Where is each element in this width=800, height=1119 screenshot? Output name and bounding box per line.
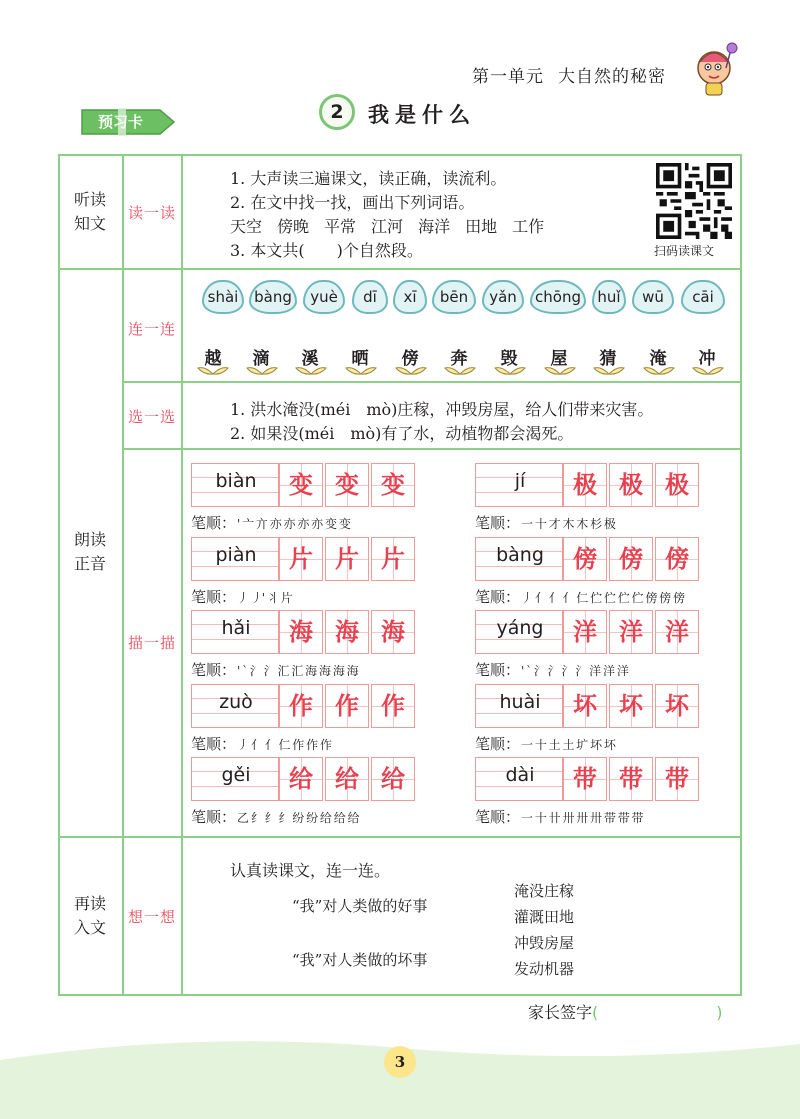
pinyin-text: biàn: [215, 470, 257, 492]
column-divider: [181, 154, 183, 996]
section-label-line: 听读: [73, 190, 106, 209]
trace-char: 海: [335, 617, 359, 646]
think-right-item[interactable]: 发动机器: [514, 960, 575, 978]
connect-char[interactable]: 屋: [550, 349, 568, 369]
word-list: [230, 214, 544, 237]
read-instruction-2: 2. 在文中找一找，画出下列词语。: [230, 193, 475, 212]
char-cell[interactable]: [609, 463, 653, 507]
parent-signature[interactable]: [528, 1000, 723, 1023]
stroke-order-label: 笔顺：: [191, 514, 237, 532]
trace-char: 片: [335, 544, 359, 573]
trace-char: 给: [381, 764, 405, 793]
stroke-order-label: 笔顺：: [191, 808, 237, 826]
connect-char[interactable]: 傍: [401, 349, 419, 369]
pinyin-box: [475, 757, 563, 801]
pinyin-box: [191, 463, 279, 507]
pinyin-text: jí: [514, 470, 526, 492]
pinyin-text: yáng: [496, 617, 544, 639]
leaf-icon: [344, 364, 378, 376]
trace-char: 给: [335, 764, 359, 793]
pinyin-box: [475, 684, 563, 728]
pinyin-text: bàng: [496, 544, 544, 566]
trace-char: 带: [665, 764, 689, 793]
trace-char: 海: [289, 617, 313, 646]
unit-heading: [472, 62, 680, 87]
trace-char: 坏: [665, 691, 689, 720]
activity-connect: 连一连: [127, 320, 176, 338]
char-cell[interactable]: [609, 610, 653, 654]
word: 天空: [230, 217, 263, 236]
trace-char: 作: [289, 691, 313, 720]
stroke-order-label: 笔顺：: [475, 735, 521, 753]
leaf-icon: [443, 364, 477, 376]
trace-char: 带: [619, 764, 643, 793]
stroke-order: ' ` 氵 氵 汇 汇 海 海 海 海: [237, 664, 358, 678]
pinyin-box: [191, 684, 279, 728]
char-cell[interactable]: [609, 537, 653, 581]
stroke-order-label: 笔顺：: [475, 588, 521, 606]
pinyin-box: [191, 537, 279, 581]
section-label-line: 再读: [73, 894, 106, 913]
choose-sentence-1[interactable]: 1. 洪水淹没(méi mò)庄稼，冲毁房屋，给人们带来灾害。: [230, 400, 654, 419]
char-cell[interactable]: [371, 537, 415, 581]
char-cell[interactable]: [563, 463, 607, 507]
section-label-line: 入文: [73, 918, 106, 937]
pinyin-drop[interactable]: yǎn: [482, 280, 524, 314]
pinyin-drop[interactable]: bēn: [432, 280, 476, 314]
leaf-icon: [543, 364, 577, 376]
unit-title: 大自然的秘密: [558, 67, 666, 87]
stroke-order-label: 笔顺：: [191, 588, 237, 606]
char-cell[interactable]: [325, 757, 369, 801]
trace-char: 变: [381, 470, 405, 499]
stroke-order: 一 十 才 木 木 杉 极: [521, 517, 615, 531]
char-cell[interactable]: [279, 537, 323, 581]
stroke-order: 丿 亻 亻 仁 作 作 作: [237, 738, 331, 752]
connect-char[interactable]: 滴: [252, 349, 270, 369]
char-cell[interactable]: [563, 757, 607, 801]
mascot-icon: [690, 40, 738, 102]
char-cell[interactable]: [279, 610, 323, 654]
stroke-order-label: 笔顺：: [475, 514, 521, 532]
trace-char: 带: [573, 764, 597, 793]
trace-char: 变: [335, 470, 359, 499]
char-cell[interactable]: [655, 757, 699, 801]
leaf-icon: [196, 364, 230, 376]
pinyin-drop[interactable]: xī: [393, 280, 427, 314]
stroke-order: 一 十 土 土 圹 坏 坏: [521, 738, 615, 752]
char-cell[interactable]: [279, 757, 323, 801]
section-label-read-aloud: [58, 528, 122, 576]
trace-char: 海: [381, 617, 405, 646]
section-label-line: 朗读: [73, 530, 106, 549]
lesson-number: 2: [330, 101, 344, 123]
leaf-icon: [245, 364, 279, 376]
section-label-listen: [58, 188, 122, 236]
signature-open-paren: (: [592, 1003, 599, 1022]
char-cell[interactable]: [371, 684, 415, 728]
stroke-order: ' ` 氵 氵 氵 氵 洋 洋 洋: [521, 664, 628, 678]
pinyin-drop[interactable]: wū: [632, 280, 674, 314]
trace-char: 作: [335, 691, 359, 720]
trace-char: 洋: [573, 617, 597, 646]
char-cell[interactable]: [325, 463, 369, 507]
think-right-item[interactable]: 淹没庄稼: [514, 882, 575, 900]
char-cell[interactable]: [655, 610, 699, 654]
stroke-order: 丿 丿' 丬 片: [237, 591, 292, 605]
pinyin-box: [475, 463, 563, 507]
activity-choose: 选一选: [127, 408, 176, 426]
stroke-order: 丿 亻 亻 亻 仁 伫 伫 伫 伫 傍 傍 傍: [521, 591, 684, 605]
leaf-icon: [592, 364, 626, 376]
think-instruction: 认真读课文，连一连。: [230, 861, 391, 880]
think-left-item[interactable]: “我”对人类做的坏事: [292, 951, 428, 969]
word: 江河: [371, 217, 404, 236]
activity-trace: 描一描: [127, 634, 176, 652]
trace-char: 极: [665, 470, 689, 499]
pinyin-text: hǎi: [221, 617, 251, 639]
trace-char: 傍: [573, 544, 597, 573]
column-divider: [122, 154, 124, 996]
pinyin-text: zuò: [219, 691, 253, 713]
read-instruction-1: 1. 大声读三遍课文，读正确，读流利。: [230, 169, 507, 188]
stroke-order-label: 笔顺：: [191, 735, 237, 753]
signature-label: 家长签字: [528, 1003, 593, 1022]
trace-char: 片: [381, 544, 405, 573]
leaf-icon: [493, 364, 527, 376]
char-cell[interactable]: [655, 684, 699, 728]
think-left-item[interactable]: “我”对人类做的好事: [292, 897, 428, 915]
section-label-reread: [58, 892, 122, 940]
leaf-icon: [294, 364, 328, 376]
row-divider: [122, 381, 742, 383]
pinyin-drop[interactable]: shài: [202, 280, 244, 314]
choose-sentence-2[interactable]: 2. 如果没(méi mò)有了水，动植物都会渴死。: [230, 424, 574, 443]
trace-char: 作: [381, 691, 405, 720]
stroke-order-label: 笔顺：: [475, 661, 521, 679]
row-divider: [58, 836, 742, 838]
char-cell[interactable]: [563, 537, 607, 581]
connect-char[interactable]: 淹: [649, 349, 667, 369]
pinyin-drop[interactable]: chōng: [530, 280, 586, 314]
pinyin-box: [475, 610, 563, 654]
pinyin-text: piàn: [215, 544, 257, 566]
pinyin-text: gěi: [221, 764, 251, 786]
char-cell[interactable]: [325, 610, 369, 654]
stroke-order: 一 十 卄 卅 卅 卅 带 带 带: [521, 811, 643, 825]
connect-char[interactable]: 冲: [698, 349, 716, 369]
think-right-item[interactable]: 灌溉田地: [514, 908, 575, 926]
row-divider: [122, 448, 742, 450]
char-cell[interactable]: [371, 610, 415, 654]
section-label-line: 正音: [73, 554, 106, 573]
pinyin-drop[interactable]: bàng: [249, 280, 297, 314]
activity-think: 想一想: [127, 908, 176, 926]
char-cell[interactable]: [563, 684, 607, 728]
char-cell[interactable]: [325, 537, 369, 581]
qr-code-icon[interactable]: [656, 163, 732, 239]
char-cell[interactable]: [279, 684, 323, 728]
word: 田地: [465, 217, 498, 236]
pinyin-drop[interactable]: cāi: [681, 280, 725, 314]
preview-card-tag: 预习卡: [98, 113, 144, 131]
connect-char[interactable]: 越: [204, 349, 222, 369]
row-divider: [58, 268, 742, 270]
trace-char: 给: [289, 764, 313, 793]
trace-char: 洋: [665, 617, 689, 646]
pinyin-drop[interactable]: dī: [352, 280, 388, 314]
qr-caption: 扫码读课文: [654, 244, 715, 258]
leaf-icon: [394, 364, 428, 376]
connect-char[interactable]: 毁: [500, 349, 518, 369]
trace-char: 片: [289, 544, 313, 573]
connect-char[interactable]: 溪: [301, 349, 319, 369]
pinyin-box: [475, 537, 563, 581]
pinyin-drop[interactable]: yuè: [303, 280, 345, 314]
stroke-order: ' 亠 亣 亦 亦 亦 亦 变 变: [237, 517, 350, 531]
stroke-order-label: 笔顺：: [475, 808, 521, 826]
trace-char: 极: [573, 470, 597, 499]
connect-char[interactable]: 晒: [351, 349, 369, 369]
word: 工作: [512, 217, 545, 236]
pinyin-text: dài: [505, 764, 535, 786]
trace-char: 坏: [619, 691, 643, 720]
stroke-order: 乙 纟 纟 纟 纷 纷 给 给 给: [237, 811, 359, 825]
char-cell[interactable]: [371, 757, 415, 801]
word: 傍晚: [277, 217, 310, 236]
leaf-icon: [691, 364, 725, 376]
pinyin-text: huài: [499, 691, 541, 713]
page-number: 3: [384, 1046, 416, 1078]
char-cell[interactable]: [279, 463, 323, 507]
char-cell[interactable]: [655, 463, 699, 507]
char-cell[interactable]: [655, 537, 699, 581]
pinyin-drop[interactable]: huǐ: [592, 280, 626, 314]
char-cell[interactable]: [325, 684, 369, 728]
activity-read: 读一读: [127, 204, 176, 222]
char-cell[interactable]: [609, 757, 653, 801]
lesson-title: 我是什么: [368, 103, 476, 127]
signature-close-paren: ): [716, 1003, 723, 1022]
word: 平常: [324, 217, 357, 236]
unit-number: 第一单元: [472, 67, 544, 87]
char-cell[interactable]: [371, 463, 415, 507]
trace-char: 傍: [619, 544, 643, 573]
trace-char: 极: [619, 470, 643, 499]
section-label-line: 知文: [73, 214, 106, 233]
connect-char[interactable]: 奔: [450, 349, 468, 369]
char-cell[interactable]: [609, 684, 653, 728]
word: 海洋: [418, 217, 451, 236]
pinyin-box: [191, 757, 279, 801]
trace-char: 洋: [619, 617, 643, 646]
connect-char[interactable]: 猜: [599, 349, 617, 369]
think-right-item[interactable]: 冲毁房屋: [514, 934, 575, 952]
read-instruction-3: 3. 本文共( )个自然段。: [230, 241, 423, 260]
stroke-order-label: 笔顺：: [191, 661, 237, 679]
leaf-icon: [642, 364, 676, 376]
char-cell[interactable]: [563, 610, 607, 654]
trace-char: 傍: [665, 544, 689, 573]
trace-char: 坏: [573, 691, 597, 720]
trace-char: 变: [289, 470, 313, 499]
pinyin-box: [191, 610, 279, 654]
